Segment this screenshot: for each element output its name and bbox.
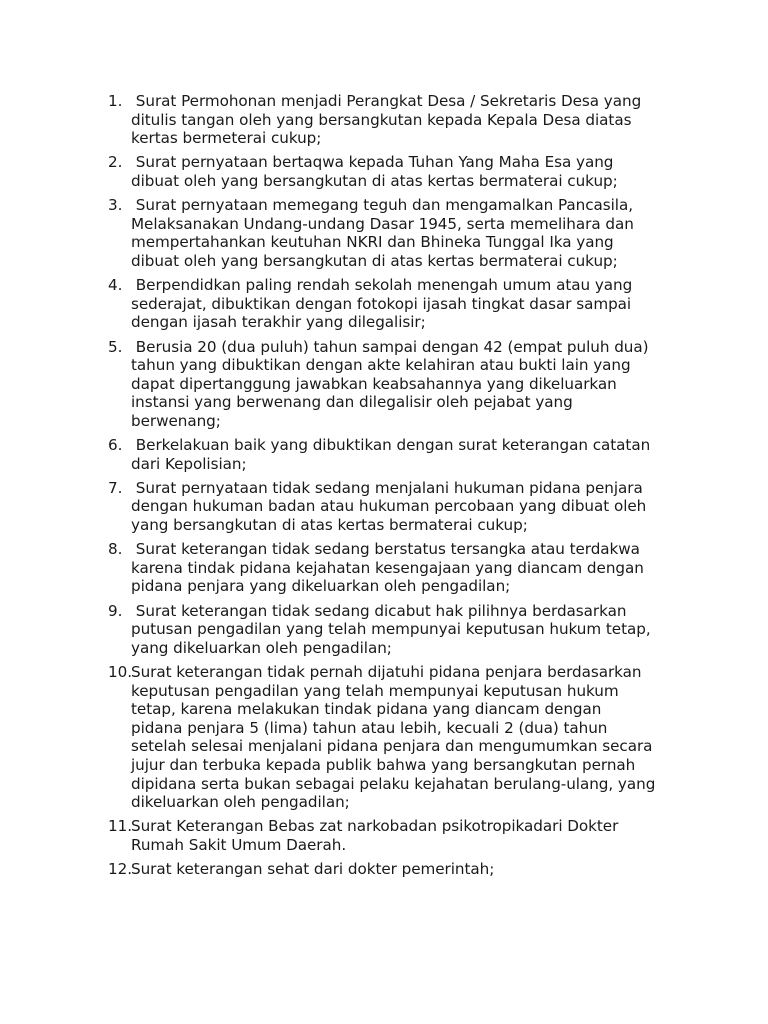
- list-item-text: [131, 153, 686, 190]
- text-line: instansi yang berwenang dan dilegalisir oleh pejabat yang: [131, 393, 573, 412]
- text-line: dengan ijasah terakhir yang dilegalisir;: [131, 313, 426, 332]
- list-item-text: [131, 436, 686, 473]
- text-line: tahun yang dibuktikan dengan akte kelahiran atau bukti lain yang: [131, 356, 631, 375]
- list-item: [108, 153, 686, 190]
- list-item: [108, 92, 686, 148]
- text-line: Surat pernyataan tidak sedang menjalani hukuman pidana penjara: [131, 478, 643, 497]
- text-line: Berusia 20 (dua puluh) tahun sampai dengan 42 (empat puluh dua): [131, 337, 649, 356]
- text-line: kertas bermeterai cukup;: [131, 129, 322, 148]
- list-item: [108, 436, 686, 473]
- list-item-number: 5.: [108, 337, 123, 356]
- list-item-number: 12.: [108, 860, 133, 879]
- list-item-text: [131, 92, 686, 148]
- list-item: [108, 817, 686, 854]
- list-item-text: [131, 860, 686, 879]
- list-item-text: [131, 663, 686, 812]
- text-line: putusan pengadilan yang telah mempunyai keputusan hukum tetap,: [131, 620, 651, 639]
- text-line: Surat pernyataan memegang teguh dan mengamalkan Pancasila,: [131, 196, 633, 215]
- text-line: Surat keterangan tidak pernah dijatuhi pidana penjara berdasarkan: [131, 662, 642, 681]
- text-line: keputusan pengadilan yang telah mempunyai keputusan hukum: [131, 681, 619, 700]
- list-item: [108, 276, 686, 332]
- list-item-number: 7.: [108, 478, 123, 497]
- list-item: [108, 540, 686, 596]
- list-item-number: 9.: [108, 601, 123, 620]
- text-line: Surat keterangan sehat dari dokter pemerintah;: [131, 860, 495, 879]
- text-line: dengan hukuman badan atau hukuman percobaan yang dibuat oleh: [131, 497, 647, 516]
- list-item-number: 3.: [108, 196, 123, 215]
- text-line: dibuat oleh yang bersangkutan di atas kertas bermaterai cukup;: [131, 251, 618, 270]
- list-item-number: 2.: [108, 153, 123, 172]
- list-item-text: [131, 196, 686, 270]
- text-line: mempertahankan keutuhan NKRI dan Bhineka Tunggal Ika yang: [131, 233, 614, 252]
- text-line: Surat Keterangan Bebas zat narkobadan psikotropikadari Dokter: [131, 817, 619, 836]
- list-item: [108, 196, 686, 270]
- text-line: yang dikeluarkan oleh pengadilan;: [131, 638, 392, 657]
- list-item-number: 10.: [108, 662, 133, 681]
- list-item-number: 8.: [108, 540, 123, 559]
- text-line: pidana penjara yang dikeluarkan oleh pengadilan;: [131, 577, 511, 596]
- text-line: Surat Permohonan menjadi Perangkat Desa / Sekretaris Desa yang: [131, 92, 642, 110]
- list-item: [108, 663, 686, 812]
- text-line: Surat pernyataan bertaqwa kepada Tuhan Yang Maha Esa yang: [131, 153, 614, 172]
- text-line: Melaksanakan Undang-undang Dasar 1945, serta memelihara dan: [131, 214, 634, 233]
- text-line: dipidana serta bukan sebagai pelaku kejahatan berulang-ulang, yang: [131, 774, 656, 793]
- list-item: [108, 860, 686, 879]
- text-line: pidana penjara 5 (lima) tahun atau lebih, kecuali 2 (dua) tahun: [131, 718, 608, 737]
- list-item: [108, 338, 686, 431]
- text-line: Berkelakuan baik yang dibuktikan dengan surat keterangan catatan: [131, 436, 651, 455]
- list-item: [108, 602, 686, 658]
- list-item: [108, 479, 686, 535]
- text-line: jujur dan terbuka kepada publik bahwa yang bersangkutan pernah: [131, 755, 636, 774]
- text-line: Surat keterangan tidak sedang dicabut hak pilihnya berdasarkan: [131, 601, 627, 620]
- text-line: dibuat oleh yang bersangkutan di atas kertas bermaterai cukup;: [131, 171, 618, 190]
- text-line: Berpendidkan paling rendah sekolah menengah umum atau yang: [131, 276, 633, 295]
- text-line: karena tindak pidana kejahatan kesengajaan yang diancam dengan: [131, 558, 644, 577]
- list-item-number: 1.: [108, 92, 123, 110]
- text-line: Surat keterangan tidak sedang berstatus tersangka atau terdakwa: [131, 540, 640, 559]
- text-line: Rumah Sakit Umum Daerah.: [131, 835, 347, 854]
- list-item-text: [131, 479, 686, 535]
- text-line: yang bersangkutan di atas kertas bermaterai cukup;: [131, 516, 528, 535]
- list-item-number: 4.: [108, 276, 123, 295]
- list-item-number: 11.: [108, 817, 133, 836]
- requirements-list: [108, 92, 686, 884]
- list-item-text: [131, 276, 686, 332]
- text-line: ditulis tangan oleh yang bersangkutan kepada Kepala Desa diatas: [131, 110, 632, 129]
- text-line: setelah selesai menjalani pidana penjara dan mengumumkan secara: [131, 737, 653, 756]
- text-line: dikeluarkan oleh pengadilan;: [131, 793, 350, 812]
- list-item-text: [131, 540, 686, 596]
- list-item-text: [131, 817, 686, 854]
- list-item-text: [131, 602, 686, 658]
- text-line: dari Kepolisian;: [131, 454, 247, 473]
- text-line: berwenang;: [131, 411, 221, 430]
- text-line: tetap, karena melakukan tindak pidana yang diancam dengan: [131, 700, 602, 719]
- list-item-text: [131, 338, 686, 431]
- text-line: dapat dipertanggung jawabkan keabsahannya yang dikeluarkan: [131, 374, 617, 393]
- list-item-number: 6.: [108, 436, 123, 455]
- text-line: sederajat, dibuktikan dengan fotokopi ijasah tingkat dasar sampai: [131, 294, 632, 313]
